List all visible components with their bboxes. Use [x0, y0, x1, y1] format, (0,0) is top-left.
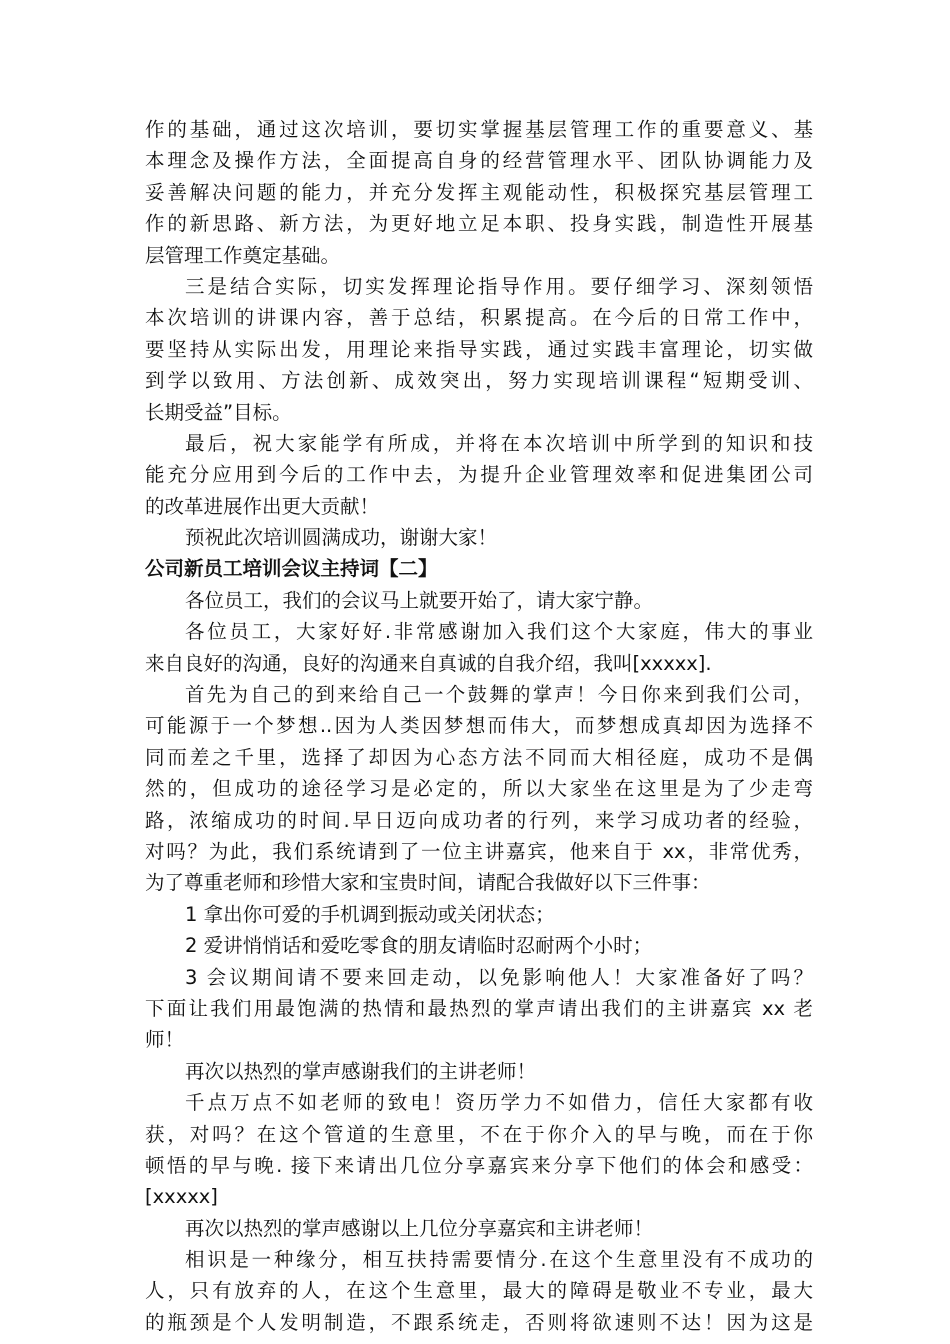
body-line: 来自良好的沟通，良好的沟通来自真诚的自我介绍，我叫[xxxxx]. — [145, 651, 712, 675]
body-line: 相识是一种缘分，相互扶持需要情分.在这个生意里没有不成功的 — [185, 1248, 813, 1272]
body-line: 各位员工，我们的会议马上就要开始了，请大家宁静。 — [185, 588, 654, 612]
body-line: 可能源于一个梦想..因为人类因梦想而伟大，而梦想成真却因为选择不 — [145, 714, 813, 738]
body-line: [xxxxx] — [145, 1185, 218, 1209]
body-line: 三是结合实际，切实发挥理论指导作用。要仔细学习、深刻领悟 — [185, 274, 813, 298]
body-line: 师！ — [145, 1028, 185, 1052]
body-line: 本次培训的讲课内容，善于总结，积累提高。在今后的日常工作中， — [145, 306, 813, 330]
body-line: 对吗？为此，我们系统请到了一位主讲嘉宾，他来自于 xx，非常优秀， — [145, 839, 813, 863]
body-line: 路，浓缩成功的时间.早日迈向成功者的行列，来学习成功者的经验， — [145, 808, 813, 832]
body-line: 长期受益”目标。 — [145, 400, 292, 424]
list-item: 2 爱讲悄悄话和爱吃零食的朋友请临时忍耐两个小时； — [185, 934, 653, 958]
body-line: 然的，但成功的途径学习是必定的，所以大家坐在这里是为了少走弯 — [145, 777, 813, 801]
body-line: 本理念及操作方法，全面提高自身的经营管理水平、团队协调能力及 — [145, 149, 813, 173]
body-line: 千点万点不如老师的致电！资历学力不如借力，信任大家都有收 — [185, 1091, 813, 1115]
body-line: 顿悟的早与晚. 接下来请出几位分享嘉宾来分享下他们的体会和感受： — [145, 1153, 813, 1177]
body-line: 再次以热烈的掌声感谢以上几位分享嘉宾和主讲老师！ — [185, 1216, 654, 1240]
body-line: 人，只有放弃的人，在这个生意里，最大的障碍是敬业不专业，最大 — [145, 1279, 813, 1303]
document-body — [145, 114, 813, 1338]
body-line: 下面让我们用最饱满的热情和最热烈的掌声请出我们的主讲嘉宾 xx 老 — [145, 996, 813, 1020]
body-line: 最后，祝大家能学有所成，并将在本次培训中所学到的知识和技 — [185, 431, 813, 455]
body-line: 预祝此次培训圆满成功，谢谢大家！ — [185, 526, 498, 550]
body-line: 再次以热烈的掌声感谢我们的主讲老师！ — [185, 1059, 537, 1083]
body-line: 到学以致用、方法创新、成效突出，努力实现培训课程“短期受训、 — [145, 369, 813, 393]
body-line: 层管理工作奠定基础。 — [145, 243, 341, 267]
body-line: 能充分应用到今后的工作中去，为提升企业管理效率和促进集团公司 — [145, 463, 813, 487]
body-line: 各位员工，大家好好.非常感谢加入我们这个大家庭，伟大的事业 — [185, 620, 813, 644]
body-line: 获，对吗？在这个管道的生意里，不在于你介入的早与晚，而在于你 — [145, 1122, 813, 1146]
body-line: 的改革进展作出更大贡献！ — [145, 494, 380, 518]
body-line: 要坚持从实际出发，用理论来指导实践，通过实践丰富理论，切实做 — [145, 337, 813, 361]
body-line: 为了尊重老师和珍惜大家和宝贵时间，请配合我做好以下三件事： — [145, 871, 711, 895]
body-line: 作的基础，通过这次培训，要切实掌握基层管理工作的重要意义、基 — [145, 118, 813, 141]
list-item: 3 会议期间请不要来回走动，以免影响他人！大家准备好了吗？ — [185, 965, 813, 989]
body-line: 首先为自己的到来给自己一个鼓舞的掌声！今日你来到我们公司， — [185, 683, 813, 707]
list-item: 1 拿出你可爱的手机调到振动或关闭状态； — [185, 902, 555, 926]
body-line: 作的新思路、新方法，为更好地立足本职、投身实践，制造性开展基 — [145, 212, 813, 236]
body-line: 的瓶颈是个人发明制造，不跟系统走，否则将欲速则不达！因为这是 — [145, 1310, 813, 1334]
body-line: 同而差之千里，选择了却因为心态方法不同而大相径庭，成功不是偶 — [145, 745, 813, 769]
body-line: 妥善解决问题的能力，并充分发挥主观能动性，积极探究基层管理工 — [145, 180, 813, 204]
section-heading: 公司新员工培训会议主持词【二】 — [145, 557, 438, 581]
